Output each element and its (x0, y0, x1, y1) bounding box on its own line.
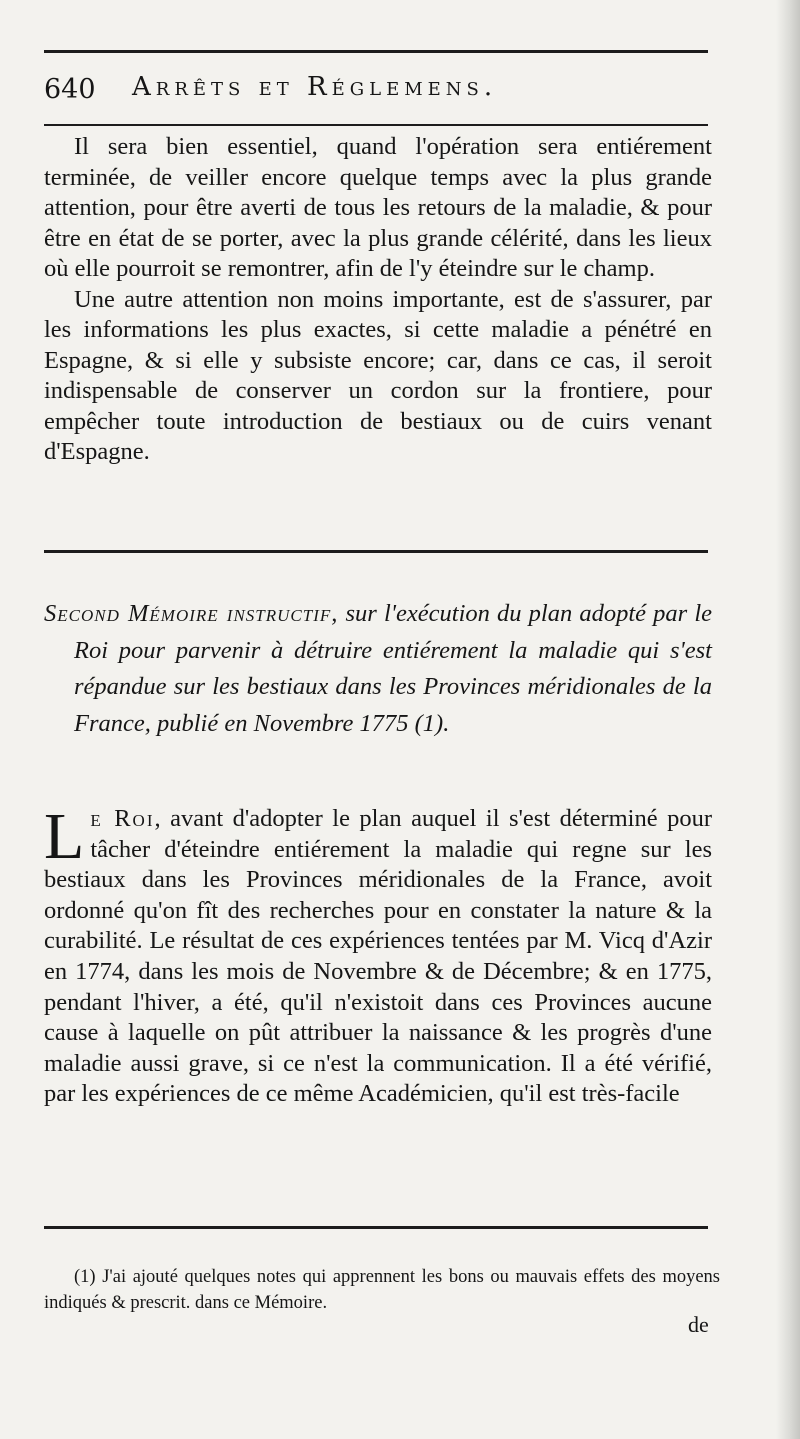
memoir-heading-caps: Second Mémoire instructif, (44, 600, 339, 627)
memoir-heading (44, 596, 712, 742)
paragraph: Une autre attention non moins importante, est de s'assurer, par les informations les plus exactes, si cette maladie a pénétré en Espagne, & si elle y subsiste encore; car, dans ce cas, il seroit indispensable de conserver un cordon sur la frontiere, pour empêcher toute introduction de bestiaux ou de cuirs venant d'Espagne. (44, 285, 712, 465)
page-number: 640 (44, 74, 96, 105)
section-text (44, 132, 712, 468)
header-bottom-rule (44, 124, 708, 126)
running-title: Arrêts et Réglemens. (132, 72, 498, 102)
footnote-rule (44, 1226, 708, 1229)
drop-cap-continuation: e Roi (90, 805, 155, 832)
section-divider-rule (44, 550, 708, 553)
running-header (44, 66, 708, 116)
paragraph: Il sera bien essentiel, quand l'opération sera entiérement terminée, de veiller encore quelque temps avec la plus grande attention, pour être averti de tous les retours de la maladie, & pour être en état de se porter, avec la plus grande célérité, dans les lieux où elle pourroit se remontrer, afin de l'y éteindre sur le champ. (44, 133, 712, 282)
catchword: de (688, 1312, 709, 1337)
page-edge-shadow (776, 0, 800, 1439)
drop-cap: L (44, 800, 85, 873)
memoir-heading-rest: sur l'exécution du plan adopté par le Roi pour parvenir à détruire entiérement la maladie qui s'est répandue sur les bestiaux dans les Provinces méridionales de la France, publié en Novembre 1775 (1). (74, 600, 712, 737)
footnote (44, 1264, 720, 1316)
footnote-text: (1) J'ai ajouté quelques notes qui apprennent les bons ou mauvais effets des moyens indiqués & prescrit. dans ce Mémoire. (44, 1267, 720, 1313)
header-top-rule (44, 50, 708, 53)
memoir-body (44, 800, 712, 1110)
memoir-paragraph (44, 800, 712, 1110)
memoir-body-text: , avant d'adopter le plan auquel il s'est déterminé pour tâcher d'éteindre entiérement la maladie qui regne sur les bestiaux dans les Provinces méridionales de la France, avoit ordonné qu'on fît des recherches pour en constater la nature & la curabilité. Le résultat de ces expériences tentées par M. Vicq d'Azir en 1774, dans les mois de Novembre & de Décembre; & en 1775, pendant l'hiver, a été, qu'il n'existoit dans ces Provinces aucune cause à laquelle on pût attribuer la naissance & les progrès d'une maladie aussi grave, si ce n'est la communication. Il a été vérifié, par les expériences de ce même Académicien, qu'il est très-facile (44, 805, 712, 1108)
